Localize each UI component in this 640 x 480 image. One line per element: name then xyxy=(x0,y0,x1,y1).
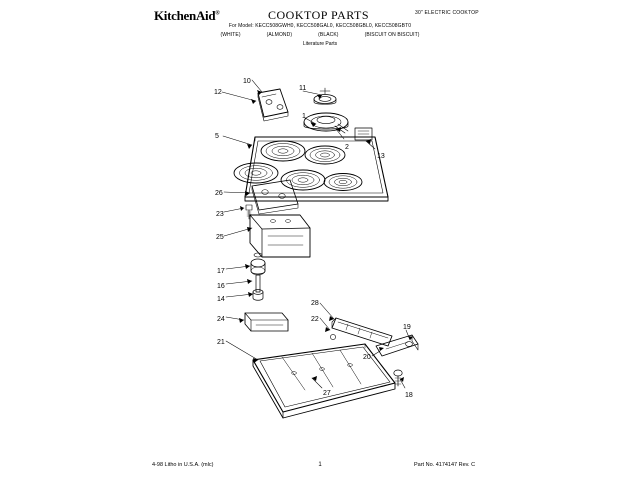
literature-label: Literature Parts xyxy=(302,41,338,47)
color-option-2: (BLACK) xyxy=(318,32,339,38)
color-option-3: (BISCUIT ON BISCUIT) xyxy=(364,32,420,38)
part-number-revision: Part No. 4174147 Rev. C xyxy=(414,462,476,468)
callout-27: 27 xyxy=(323,390,331,397)
footer-printing-info: 4-98 Litho in U.S.A. (mlc) xyxy=(152,462,214,468)
callout-5: 5 xyxy=(215,133,219,140)
element-ring-detail xyxy=(314,88,336,104)
support-rail-item-28 xyxy=(330,318,392,346)
callout-13: 13 xyxy=(377,153,385,160)
callout-24: 24 xyxy=(217,316,225,323)
brand-name: KitchenAid xyxy=(154,8,216,23)
callout-21: 21 xyxy=(217,339,225,346)
callout-12: 12 xyxy=(214,89,222,96)
color-option-0: (WHITE) xyxy=(220,32,241,38)
screw-item-19 xyxy=(406,342,413,347)
callout-11: 11 xyxy=(299,85,307,92)
callout-26: 26 xyxy=(215,190,223,197)
callout-2: 2 xyxy=(345,144,349,151)
appliance-type-label: 30" ELECTRIC COOKTOP xyxy=(415,10,479,16)
callout-22: 22 xyxy=(311,316,319,323)
callout-1: 1 xyxy=(302,113,306,120)
callout-20: 20 xyxy=(363,354,371,361)
heating-element-detail xyxy=(304,113,348,133)
page-title: COOKTOP PARTS xyxy=(268,8,370,22)
trim-block-item-24 xyxy=(245,313,288,331)
callout-19: 19 xyxy=(403,324,411,331)
callout-10: 10 xyxy=(243,78,251,85)
callout-28: 28 xyxy=(311,300,319,307)
color-option-1: (ALMOND) xyxy=(266,32,293,38)
callout-16: 16 xyxy=(217,283,225,290)
mounting-bracket-top-left xyxy=(258,89,288,121)
switch-box-assembly xyxy=(250,215,310,257)
callout-25: 25 xyxy=(216,234,224,241)
callout-23: 23 xyxy=(216,211,224,218)
page-number: 1 xyxy=(318,462,322,468)
model-list: For Model: KECC508GWH0, KECC508GAL0, KECC508GBL0, KECC508GBT0 xyxy=(228,23,412,29)
callout-18: 18 xyxy=(405,392,413,399)
callout-14: 14 xyxy=(217,296,225,303)
callout-17: 17 xyxy=(217,268,225,275)
registered-mark: ® xyxy=(215,10,220,17)
knob-and-shaft-assembly xyxy=(251,253,265,300)
